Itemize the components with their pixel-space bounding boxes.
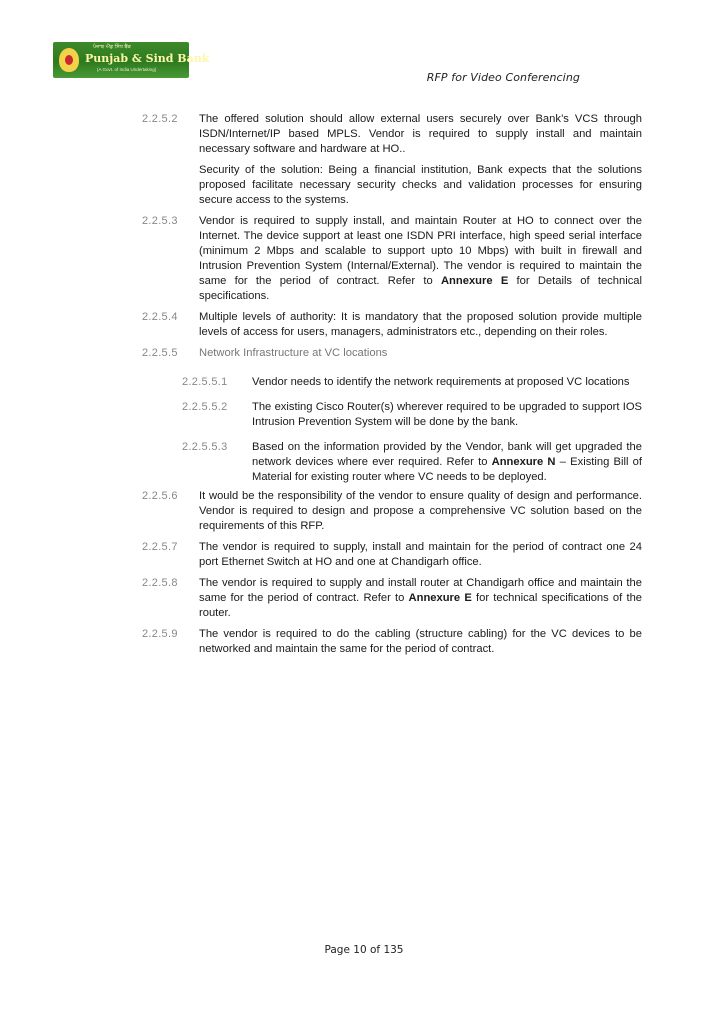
annexure-reference: Annexure E bbox=[408, 592, 472, 604]
clause-number: 2.2.5.8 bbox=[142, 577, 178, 589]
annexure-reference: Annexure N bbox=[491, 456, 556, 468]
clause-number: 2.2.5.9 bbox=[142, 628, 178, 640]
logo-motto: (A Govt. of India Undertaking) bbox=[97, 67, 157, 72]
clause-number: 2.2.5.6 bbox=[142, 490, 178, 502]
clause-2-2-5-8 bbox=[142, 576, 642, 621]
document-title: RFP for Video Conferencing bbox=[426, 71, 580, 84]
clause-2-2-5-5 bbox=[142, 346, 642, 361]
clause-2-2-5-4 bbox=[142, 310, 642, 340]
clause-2-2-5-7 bbox=[142, 540, 642, 570]
page-total: 135 bbox=[383, 944, 404, 956]
subclause-number: 2.2.5.5.3 bbox=[182, 441, 228, 453]
logo-tagline: ਪੰਜਾਬ ਐਂਡ ਸਿੰਧ ਬੈਂਕ bbox=[93, 44, 131, 50]
clause-number: 2.2.5.2 bbox=[142, 113, 178, 125]
clause-number: 2.2.5.5 bbox=[142, 347, 178, 359]
annexure-reference: Annexure E bbox=[440, 275, 509, 287]
page-footer: Page 10 of 135 bbox=[324, 944, 404, 956]
bank-logo bbox=[53, 42, 210, 78]
logo-bank-name: Punjab & Sind Bank bbox=[85, 52, 210, 65]
subclause-2-2-5-5-3 bbox=[182, 440, 642, 485]
clause-paragraph: It would be the responsibility of the vendor to ensure quality of design and performance. Vendor is required to design and propose a comprehensive VC solution based on the requirements of this RFP. bbox=[199, 490, 642, 532]
subclause-paragraph: Based on the information provided by the Vendor, bank will get upgraded the network devices where ever required. Refer to Annexure N – Existing Bill of Material for existing router where VC needs to be deployed. bbox=[252, 441, 642, 483]
clause-2-2-5-2 bbox=[142, 112, 642, 208]
subclause-number: 2.2.5.5.2 bbox=[182, 401, 228, 413]
clause-paragraph: The vendor is required to supply, install and maintain for the period of contract one 24 port Ethernet Switch at HO and one at Chandigarh office. bbox=[199, 541, 642, 568]
clause-paragraph: The vendor is required to supply and install router at Chandigarh office and maintain the same for the period of contract. Refer to Annexure E for technical specifications of the router. bbox=[199, 577, 643, 619]
clause-2-2-5-9 bbox=[142, 627, 642, 657]
subclause-2-2-5-5-1 bbox=[182, 375, 642, 390]
subclause-2-2-5-5-2 bbox=[182, 400, 642, 430]
clause-2-2-5-3 bbox=[142, 214, 642, 304]
clause-number: 2.2.5.3 bbox=[142, 215, 178, 227]
clause-paragraph: The vendor is required to do the cabling (structure cabling) for the VC devices to be networked and maintain the same for the period of contract. bbox=[199, 628, 642, 655]
clause-number: 2.2.5.7 bbox=[142, 541, 178, 553]
clause-paragraph: Multiple levels of authority: It is mandatory that the proposed solution provide multiple levels of access for users, managers, administrators etc., depending on their roles. bbox=[199, 311, 642, 338]
clause-paragraph: The offered solution should allow external users securely over Bank’s VCS through ISDN/Internet/IP based MPLS. Vendor is required to supply install and maintain necessary software and hardware at HO.. bbox=[199, 113, 642, 155]
clause-paragraph: Vendor is required to supply install, and maintain Router at HO to connect over the Internet. The device support at least one ISDN PRI interface, high speed serial interface (minimum 2 Mbps and scalable to support upto 10 Mbps) with built in firewall and Intrusion Prevention System (Internal/External). The vendor is required to maintain the same for the period of contract. Refer to Annexure E for Details of technical specifications. bbox=[199, 215, 643, 302]
subclause-number: 2.2.5.5.1 bbox=[182, 376, 228, 388]
bank-emblem-icon bbox=[59, 48, 79, 72]
clause-paragraph: Security of the solution: Being a financial institution, Bank expects that the solutions proposed facilitate necessary security checks and validation processes for ensuring secure access to the systems. bbox=[199, 164, 642, 206]
page-number: 10 bbox=[353, 944, 367, 956]
subclause-paragraph: The existing Cisco Router(s) wherever required to be upgraded to support IOS Intrusion Prevention System will be done by the bank. bbox=[252, 401, 642, 428]
clause-number: 2.2.5.4 bbox=[142, 311, 178, 323]
subclause-paragraph: Vendor needs to identify the network requirements at proposed VC locations bbox=[252, 376, 630, 388]
section-2-2-5 bbox=[142, 112, 642, 663]
clause-heading: Network Infrastructure at VC locations bbox=[199, 347, 388, 359]
clause-2-2-5-6 bbox=[142, 489, 642, 534]
